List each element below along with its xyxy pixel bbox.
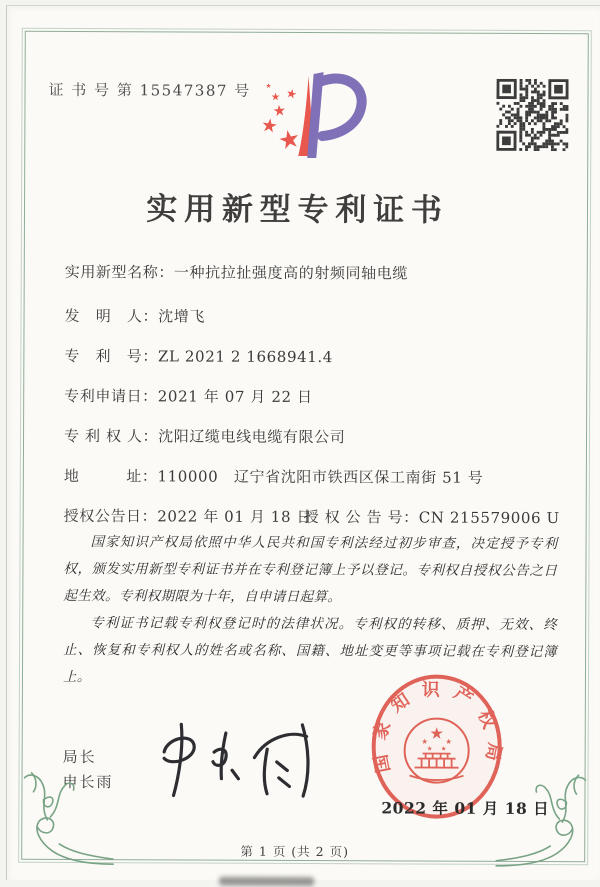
field-value: ZL 2021 2 1668941.4	[157, 347, 333, 367]
logo-p-swoosh	[321, 78, 361, 136]
director-name: 申长雨	[62, 772, 114, 792]
field-label: 专利申请日：	[64, 386, 158, 406]
logo-stars	[261, 83, 300, 150]
field-row-patentee	[64, 425, 560, 448]
field-label: 实用新型名称：	[64, 262, 174, 282]
page-footer: 第 1 页 (共 2 页)	[240, 843, 350, 860]
field-row-inventor	[65, 305, 561, 328]
next-page-smudge	[219, 877, 314, 886]
qr-code	[496, 79, 568, 151]
field-label: 地 址：	[63, 466, 158, 486]
field-value: 沈阳辽缆电线电缆有限公司	[158, 427, 346, 447]
certificate-paper	[6, 5, 600, 880]
body-paragraph: 国家知识产权局依照中华人民共和国专利法经过初步审查，决定授予专利权，颁发实用新型专利证书并在专利登记簿上予以登记。专利权自授权公告之日起生效。专利权期限为十年，自申请日起算。	[63, 534, 558, 606]
grant-date-value: 2022 年 01 月 18 日	[157, 507, 313, 527]
field-value: 2021 年 07 月 22 日	[157, 387, 313, 407]
grant-no-label: 授 权 公 告 号：	[303, 508, 419, 527]
field-row-grant	[64, 505, 560, 528]
field-row-address	[64, 465, 560, 488]
field-row-name	[65, 261, 561, 284]
seal-ring-text: 国家知识产权局	[368, 679, 506, 775]
field-row-patent-number	[64, 345, 560, 368]
field-row-filing-date	[64, 385, 560, 408]
grant-no-value: CN 215579006 U	[418, 508, 560, 528]
field-value: 110000 辽宁省沈阳市铁西区保工南街 51 号	[157, 467, 484, 487]
grant-date-label: 授权公告日：	[63, 506, 158, 526]
director-signature	[155, 717, 325, 804]
legal-text	[63, 529, 558, 693]
cnipa-logo-icon	[245, 66, 380, 173]
director-title: 局长	[62, 747, 97, 767]
certificate-number: 证 书 号 第 15547387 号	[48, 80, 251, 100]
field-value: 一种抗拉扯强度高的射频同轴电缆	[173, 263, 408, 283]
field-label: 专 利 权 人：	[63, 426, 159, 446]
field-label: 专 利 号：	[64, 346, 159, 366]
seal-date: 2022 年 01 月 18 日	[381, 798, 550, 819]
field-value: 沈增飞	[158, 307, 206, 326]
corner-flourish-left-icon	[19, 762, 115, 866]
body-paragraph: 专利证书记载专利权登记时的法律状况。专利权的转移、质押、无效、终止、恢复和专利权人的姓名或名称、国籍、地址变更等事项记载在专利登记簿上。	[62, 615, 558, 686]
field-label: 发 明 人：	[64, 306, 159, 326]
certificate-title: 实用新型专利证书	[146, 191, 449, 229]
certificate-sheet	[5, 5, 600, 882]
